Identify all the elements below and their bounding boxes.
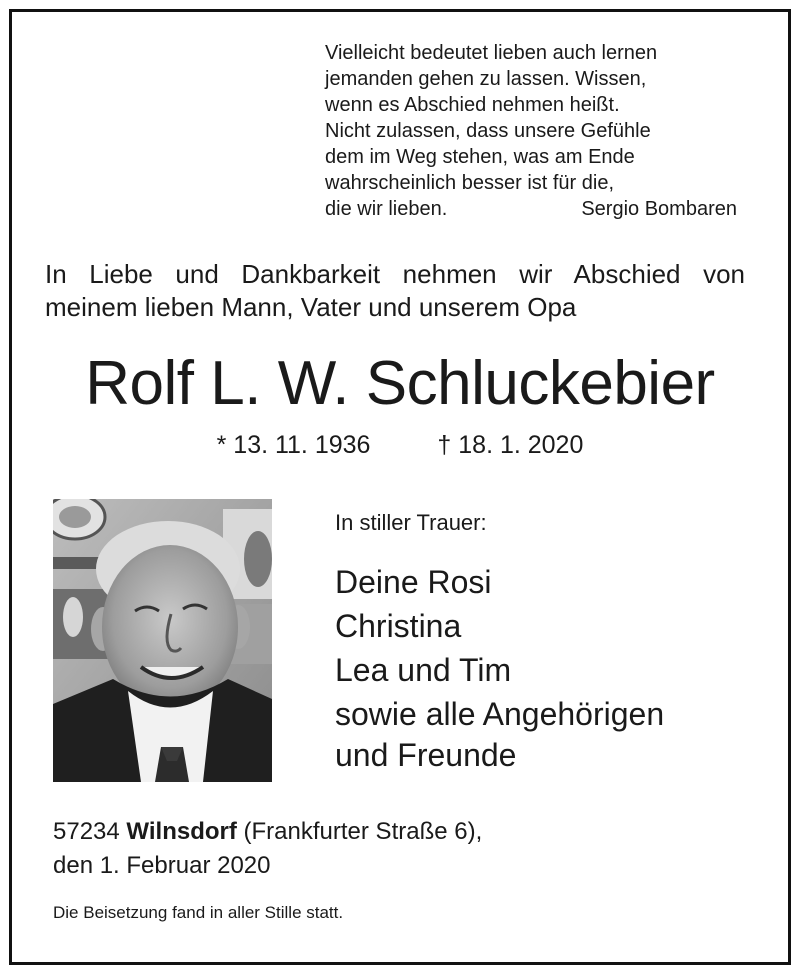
- death-date: † 18. 1. 2020: [437, 431, 584, 459]
- quote-author: Sergio Bombaren: [581, 198, 737, 220]
- birth-date: * 13. 11. 1936: [216, 431, 371, 459]
- mourners-block: [335, 506, 755, 774]
- address-block: [53, 815, 482, 883]
- intro-text: [45, 258, 745, 324]
- mourner-name: Lea und Tim: [335, 652, 512, 688]
- quote-line: Nicht zulassen, dass unsere Gefühle: [325, 120, 651, 142]
- quote-line: jemanden gehen zu lassen. Wissen,: [325, 68, 647, 90]
- address-line: [53, 815, 482, 849]
- quote-line: die wir lieben.: [325, 198, 448, 220]
- mourner-name: sowie alle Angehörigen: [335, 696, 665, 732]
- mourner-name: und Freunde: [335, 737, 517, 773]
- poem-quote: [325, 40, 745, 222]
- mourner-name: Deine Rosi: [335, 564, 492, 600]
- quote-line: dem im Weg stehen, was am Ende: [325, 146, 635, 168]
- intro-line-1: In Liebe und Dankbarkeit nehmen wir Abschied von: [45, 259, 745, 289]
- quote-line: wenn es Abschied nehmen heißt.: [325, 94, 620, 116]
- quote-line: wahrscheinlich besser ist für die,: [325, 172, 615, 194]
- life-dates: [0, 428, 800, 462]
- city-name: Wilnsdorf: [126, 818, 237, 845]
- deceased-name: Rolf L. W. Schluckebier: [85, 349, 715, 418]
- street-address: (Frankfurter Straße 6),: [243, 818, 483, 845]
- mourner-name: Christina: [335, 608, 462, 644]
- portrait-photo: [53, 499, 272, 782]
- quote-last-line: [325, 196, 737, 222]
- notice-date: den 1. Februar 2020: [53, 852, 271, 879]
- zip-code: 57234: [53, 818, 120, 845]
- mourner-names: [335, 560, 755, 774]
- intro-line-2: meinem lieben Mann, Vater und unserem Opa: [45, 292, 577, 322]
- burial-note: Die Beisetzung fand in aller Stille statt.: [53, 903, 344, 922]
- mourners-heading: In stiller Trauer:: [335, 510, 487, 535]
- quote-line: Vielleicht bedeutet lieben auch lernen: [325, 42, 658, 64]
